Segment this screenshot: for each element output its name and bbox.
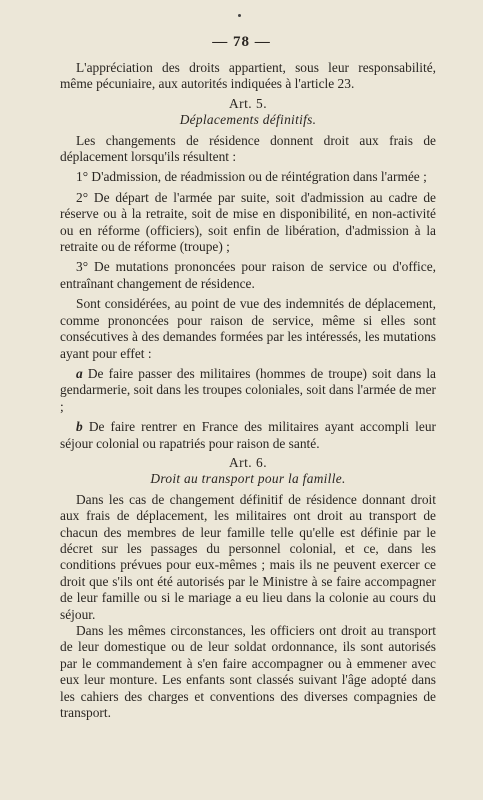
item-a-text: De faire passer des militaires (hommes de troupe) soit dans la gendarmerie, soit dans les troupes coloniales, soit dans l'armée de mer ; — [60, 365, 437, 414]
article-5-subtitle: Déplacements définitifs. — [179, 112, 317, 128]
paragraph-item-b — [60, 419, 436, 452]
paragraph-item-a — [60, 366, 436, 415]
ink-dot — [238, 14, 241, 17]
paragraph-family-transport: Dans les cas de changement définitif de résidence donnant droit aux frais de déplacement, les militaires ont droit au transport de chacun des membres de leur famille telle qu'elle est définie par le décret sur les passages du personnel colonial, et ce, dans les conditions prévues pour eux-mêmes ; mais ils ne peuvent exercer ce droit que s'ils ont été autorisés par le Ministre à se faire accompagner de leur famille ou si le mariage a eu lieu dans la colonie au cours du séjour. — [60, 491, 436, 622]
paragraph-changes: Les changements de résidence donnent droit aux frais de déplacement lorsqu'ils résultent : — [60, 132, 436, 165]
paragraph-item-3: 3° De mutations prononcées pour raison de service ou d'office, entraînant changement de résidence. — [60, 259, 436, 291]
article-6-heading: Art. 6. — [228, 454, 268, 470]
body-text — [60, 60, 436, 721]
paragraph-item-1: 1° D'admission, de réadmission ou de réintégration dans l'armée ; — [76, 169, 427, 185]
item-letter-b: b — [76, 419, 83, 435]
paragraph-considered: Sont considérées, au point de vue des indemnités de déplacement, comme prononcées pour raison de service, même si elles sont consécutives à des demandes formées par les intéressés, les mutations ayant pour effet : — [60, 296, 436, 361]
paragraph-officers-transport: Dans les mêmes circonstances, les officiers ont droit au transport de leur domestique ou de leur soldat ordonnance, ils sont autorisés par le commandement à s'en faire accompagner ou à emmener avec eux leur monture. Les enfants sont classés suivant l'âge adopté dans les cahiers des charges et conventions des diverses compagnies de transport. — [60, 623, 436, 721]
paragraph-intro: L'appréciation des droits appartient, sous leur responsabilité, même pécuniaire, aux autorités indiquées à l'article 23. — [60, 60, 436, 92]
item-b-text: De faire rentrer en France des militaires ayant accompli leur séjour colonial ou rapatriés pour raison de santé. — [60, 419, 436, 451]
page-number: — 78 — — [212, 34, 271, 50]
article-6-subtitle: Droit au transport pour la famille. — [150, 471, 346, 487]
paragraph-item-2: 2° De départ de l'armée par suite, soit d'admission au cadre de réserve ou à la retraite, soit de mise en disponibilité, en non-activité ou en réforme (officiers), soit enfin de libération, d'admission à la retraite ou de réforme (troupe) ; — [60, 189, 436, 255]
article-5-heading: Art. 5. — [228, 95, 268, 111]
item-letter-a: a — [76, 365, 83, 381]
